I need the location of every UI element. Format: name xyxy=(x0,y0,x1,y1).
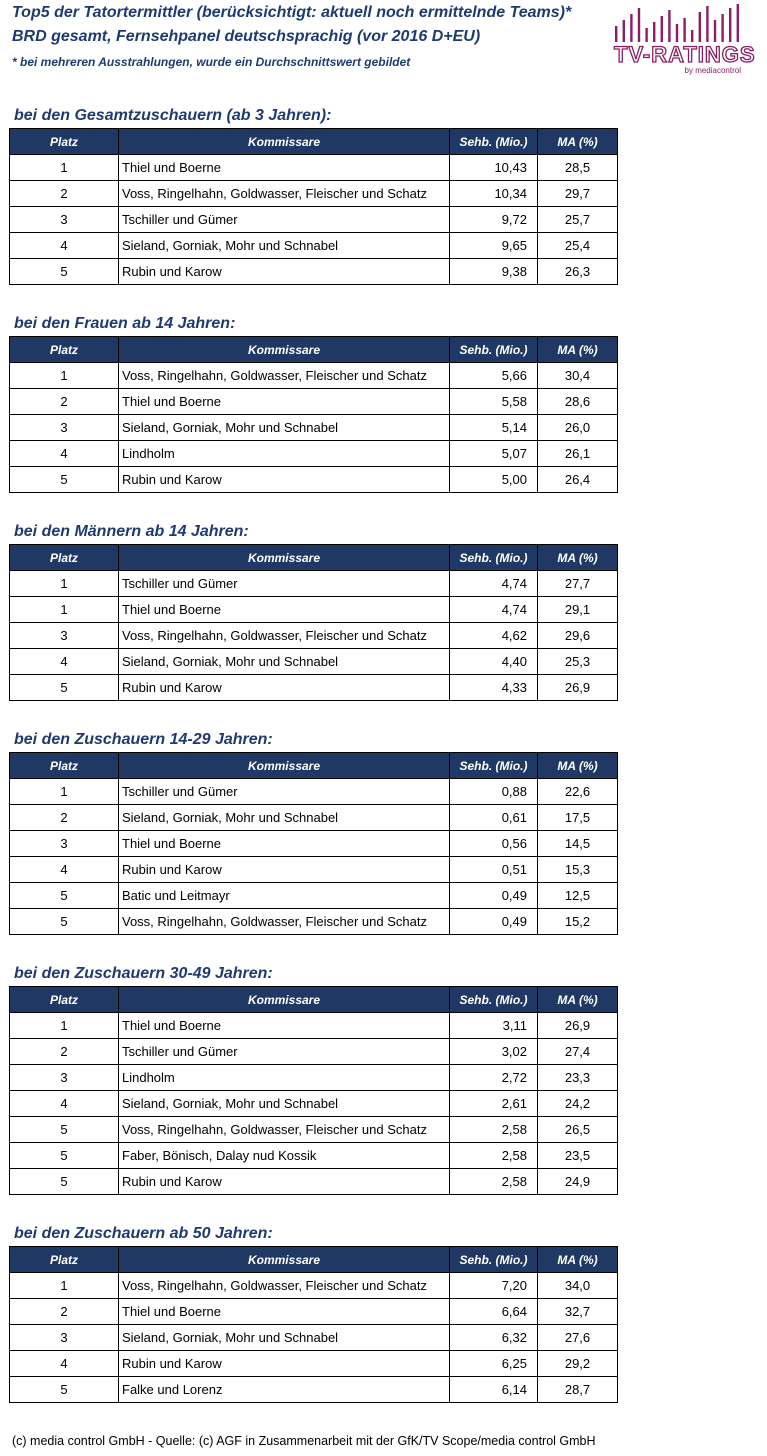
cell-platz: 4 xyxy=(10,857,119,883)
section-title: bei den Zuschauern 14-29 Jahren: xyxy=(14,731,273,748)
table-row xyxy=(10,1039,618,1065)
cell-kommissare: Thiel und Boerne xyxy=(119,597,450,623)
cell-platz: 5 xyxy=(10,883,119,909)
table-row xyxy=(10,389,618,415)
table-row xyxy=(10,597,618,623)
cell-sehb: 4,40 xyxy=(450,649,538,675)
table-row xyxy=(10,1325,618,1351)
table-row xyxy=(10,155,618,181)
logo-bar xyxy=(691,30,693,42)
cell-kommissare: Sieland, Gorniak, Mohr und Schnabel xyxy=(119,649,450,675)
cell-platz: 5 xyxy=(10,1377,119,1403)
table-header-row xyxy=(10,337,618,363)
table-row xyxy=(10,467,618,493)
cell-sehb: 0,61 xyxy=(450,805,538,831)
cell-sehb: 2,72 xyxy=(450,1065,538,1091)
cell-platz: 5 xyxy=(10,1143,119,1169)
table-header-row xyxy=(10,545,618,571)
cell-platz: 3 xyxy=(10,1325,119,1351)
cell-kommissare: Sieland, Gorniak, Mohr und Schnabel xyxy=(119,1091,450,1117)
page-subtitle: BRD gesamt, Fernsehpanel deutschsprachig (vor 2016 D+EU) xyxy=(12,28,481,45)
cell-ma: 26,1 xyxy=(538,441,618,467)
cell-platz: 2 xyxy=(10,1039,119,1065)
cell-kommissare: Rubin und Karow xyxy=(119,467,450,493)
cell-sehb: 2,61 xyxy=(450,1091,538,1117)
column-header-kommissare: Kommissare xyxy=(119,1247,450,1273)
logo-bar xyxy=(623,20,625,42)
column-header-kommissare: Kommissare xyxy=(119,337,450,363)
cell-sehb: 7,20 xyxy=(450,1273,538,1299)
cell-platz: 1 xyxy=(10,597,119,623)
cell-kommissare: Thiel und Boerne xyxy=(119,831,450,857)
page-note: * bei mehreren Ausstrahlungen, wurde ein Durchschnittswert gebildet xyxy=(12,55,411,69)
cell-sehb: 4,74 xyxy=(450,597,538,623)
table-row xyxy=(10,675,618,701)
cell-kommissare: Faber, Bönisch, Dalay nud Kossik xyxy=(119,1143,450,1169)
cell-ma: 26,5 xyxy=(538,1117,618,1143)
cell-ma: 14,5 xyxy=(538,831,618,857)
cell-kommissare: Thiel und Boerne xyxy=(119,155,450,181)
section-title: bei den Gesamtzuschauern (ab 3 Jahren): xyxy=(14,107,332,124)
column-header-platz: Platz xyxy=(10,545,119,571)
cell-ma: 34,0 xyxy=(538,1273,618,1299)
logo-bar xyxy=(615,26,617,42)
cell-sehb: 6,25 xyxy=(450,1351,538,1377)
column-header-ma: MA (%) xyxy=(538,753,618,779)
table-row xyxy=(10,883,618,909)
table-row xyxy=(10,1143,618,1169)
cell-sehb: 3,02 xyxy=(450,1039,538,1065)
cell-ma: 28,6 xyxy=(538,389,618,415)
cell-ma: 29,1 xyxy=(538,597,618,623)
cell-platz: 3 xyxy=(10,623,119,649)
cell-kommissare: Sieland, Gorniak, Mohr und Schnabel xyxy=(119,233,450,259)
cell-sehb: 6,32 xyxy=(450,1325,538,1351)
cell-sehb: 10,43 xyxy=(450,155,538,181)
cell-kommissare: Lindholm xyxy=(119,441,450,467)
cell-kommissare: Rubin und Karow xyxy=(119,259,450,285)
cell-platz: 3 xyxy=(10,415,119,441)
table-header-row xyxy=(10,1247,618,1273)
table-row xyxy=(10,415,618,441)
table-row xyxy=(10,831,618,857)
cell-ma: 23,3 xyxy=(538,1065,618,1091)
table-row xyxy=(10,1169,618,1195)
cell-sehb: 0,49 xyxy=(450,909,538,935)
cell-ma: 25,4 xyxy=(538,233,618,259)
column-header-kommissare: Kommissare xyxy=(119,753,450,779)
cell-kommissare: Voss, Ringelhahn, Goldwasser, Fleischer und Schatz xyxy=(119,1273,450,1299)
cell-ma: 29,2 xyxy=(538,1351,618,1377)
ranking-table xyxy=(9,752,618,935)
cell-sehb: 3,11 xyxy=(450,1013,538,1039)
cell-sehb: 2,58 xyxy=(450,1143,538,1169)
column-header-sehb: Sehb. (Mio.) xyxy=(450,129,538,155)
column-header-kommissare: Kommissare xyxy=(119,545,450,571)
footer-source: (c) media control GmbH - Quelle: (c) AGF in Zusammenarbeit mit der GfK/TV Scope/media control GmbH xyxy=(12,1434,596,1448)
cell-sehb: 0,51 xyxy=(450,857,538,883)
cell-platz: 2 xyxy=(10,1299,119,1325)
cell-ma: 17,5 xyxy=(538,805,618,831)
logo-bar xyxy=(653,22,655,42)
cell-kommissare: Rubin und Karow xyxy=(119,857,450,883)
cell-ma: 12,5 xyxy=(538,883,618,909)
table-row xyxy=(10,363,618,389)
table-row xyxy=(10,1377,618,1403)
page-title: Top5 der Tatortermittler (berücksichtigt: aktuell noch ermittelnde Teams)* xyxy=(12,4,572,21)
table-row xyxy=(10,1299,618,1325)
table-header-row xyxy=(10,753,618,779)
cell-ma: 24,2 xyxy=(538,1091,618,1117)
cell-kommissare: Voss, Ringelhahn, Goldwasser, Fleischer und Schatz xyxy=(119,623,450,649)
column-header-sehb: Sehb. (Mio.) xyxy=(450,987,538,1013)
cell-platz: 5 xyxy=(10,1117,119,1143)
table-row xyxy=(10,571,618,597)
cell-platz: 4 xyxy=(10,1091,119,1117)
ranking-table xyxy=(9,336,618,493)
cell-ma: 22,6 xyxy=(538,779,618,805)
logo-wordmark: TV-RATINGS xyxy=(614,42,756,67)
cell-ma: 27,4 xyxy=(538,1039,618,1065)
cell-platz: 1 xyxy=(10,571,119,597)
cell-ma: 32,7 xyxy=(538,1299,618,1325)
table-row xyxy=(10,649,618,675)
cell-ma: 29,6 xyxy=(538,623,618,649)
cell-kommissare: Batic und Leitmayr xyxy=(119,883,450,909)
column-header-platz: Platz xyxy=(10,987,119,1013)
cell-ma: 27,6 xyxy=(538,1325,618,1351)
cell-kommissare: Rubin und Karow xyxy=(119,675,450,701)
table-row xyxy=(10,1117,618,1143)
table-row xyxy=(10,181,618,207)
logo-bar xyxy=(661,16,663,42)
cell-platz: 1 xyxy=(10,1273,119,1299)
cell-kommissare: Voss, Ringelhahn, Goldwasser, Fleischer und Schatz xyxy=(119,181,450,207)
cell-sehb: 2,58 xyxy=(450,1117,538,1143)
cell-platz: 1 xyxy=(10,363,119,389)
cell-ma: 28,5 xyxy=(538,155,618,181)
column-header-ma: MA (%) xyxy=(538,337,618,363)
cell-ma: 26,0 xyxy=(538,415,618,441)
cell-sehb: 0,88 xyxy=(450,779,538,805)
cell-kommissare: Tschiller und Gümer xyxy=(119,571,450,597)
cell-ma: 25,3 xyxy=(538,649,618,675)
cell-platz: 4 xyxy=(10,441,119,467)
table-row xyxy=(10,779,618,805)
column-header-ma: MA (%) xyxy=(538,545,618,571)
column-header-platz: Platz xyxy=(10,129,119,155)
section-title: bei den Zuschauern ab 50 Jahren: xyxy=(14,1225,273,1242)
logo-bar xyxy=(630,14,632,42)
cell-platz: 3 xyxy=(10,207,119,233)
logo-bar xyxy=(721,14,723,42)
logo-bar xyxy=(706,6,708,42)
logo-bars-icon xyxy=(611,4,743,44)
cell-kommissare: Thiel und Boerne xyxy=(119,389,450,415)
column-header-ma: MA (%) xyxy=(538,987,618,1013)
cell-sehb: 0,49 xyxy=(450,883,538,909)
cell-sehb: 6,14 xyxy=(450,1377,538,1403)
logo-bar xyxy=(737,4,739,42)
cell-sehb: 9,72 xyxy=(450,207,538,233)
ranking-table xyxy=(9,986,618,1195)
table-row xyxy=(10,857,618,883)
logo-bar xyxy=(714,20,716,42)
logo-bar xyxy=(699,12,701,42)
cell-sehb: 4,62 xyxy=(450,623,538,649)
cell-platz: 5 xyxy=(10,675,119,701)
cell-sehb: 5,00 xyxy=(450,467,538,493)
cell-kommissare: Tschiller und Gümer xyxy=(119,1039,450,1065)
cell-kommissare: Rubin und Karow xyxy=(119,1169,450,1195)
column-header-platz: Platz xyxy=(10,1247,119,1273)
table-row xyxy=(10,259,618,285)
column-header-kommissare: Kommissare xyxy=(119,987,450,1013)
table-row xyxy=(10,1273,618,1299)
cell-platz: 2 xyxy=(10,389,119,415)
cell-kommissare: Voss, Ringelhahn, Goldwasser, Fleischer und Schatz xyxy=(119,909,450,935)
logo-bar xyxy=(668,10,670,42)
column-header-kommissare: Kommissare xyxy=(119,129,450,155)
cell-ma: 24,9 xyxy=(538,1169,618,1195)
cell-kommissare: Voss, Ringelhahn, Goldwasser, Fleischer und Schatz xyxy=(119,363,450,389)
cell-platz: 4 xyxy=(10,649,119,675)
logo-bar xyxy=(645,28,647,42)
cell-kommissare: Voss, Ringelhahn, Goldwasser, Fleischer und Schatz xyxy=(119,1117,450,1143)
cell-ma: 26,9 xyxy=(538,675,618,701)
cell-platz: 5 xyxy=(10,259,119,285)
cell-sehb: 5,66 xyxy=(450,363,538,389)
cell-kommissare: Thiel und Boerne xyxy=(119,1013,450,1039)
column-header-ma: MA (%) xyxy=(538,1247,618,1273)
column-header-sehb: Sehb. (Mio.) xyxy=(450,545,538,571)
table-row xyxy=(10,909,618,935)
column-header-sehb: Sehb. (Mio.) xyxy=(450,1247,538,1273)
cell-sehb: 5,07 xyxy=(450,441,538,467)
cell-sehb: 6,64 xyxy=(450,1299,538,1325)
logo-bar xyxy=(729,8,731,42)
cell-kommissare: Sieland, Gorniak, Mohr und Schnabel xyxy=(119,805,450,831)
table-row xyxy=(10,805,618,831)
ranking-table xyxy=(9,1246,618,1403)
cell-sehb: 9,38 xyxy=(450,259,538,285)
cell-ma: 26,3 xyxy=(538,259,618,285)
logo-byline: by mediacontrol xyxy=(684,66,741,75)
cell-kommissare: Falke und Lorenz xyxy=(119,1377,450,1403)
cell-platz: 3 xyxy=(10,831,119,857)
tv-ratings-logo xyxy=(611,4,756,76)
cell-ma: 27,7 xyxy=(538,571,618,597)
cell-platz: 1 xyxy=(10,155,119,181)
cell-platz: 5 xyxy=(10,1169,119,1195)
table-row xyxy=(10,1013,618,1039)
column-header-platz: Platz xyxy=(10,753,119,779)
cell-platz: 5 xyxy=(10,909,119,935)
cell-ma: 26,4 xyxy=(538,467,618,493)
cell-ma: 15,2 xyxy=(538,909,618,935)
cell-ma: 25,7 xyxy=(538,207,618,233)
table-row xyxy=(10,1351,618,1377)
table-header-row xyxy=(10,987,618,1013)
cell-platz: 4 xyxy=(10,233,119,259)
cell-ma: 26,9 xyxy=(538,1013,618,1039)
table-row xyxy=(10,623,618,649)
table-row xyxy=(10,1091,618,1117)
cell-sehb: 5,14 xyxy=(450,415,538,441)
cell-sehb: 10,34 xyxy=(450,181,538,207)
cell-sehb: 4,33 xyxy=(450,675,538,701)
cell-platz: 5 xyxy=(10,467,119,493)
cell-platz: 2 xyxy=(10,181,119,207)
table-row xyxy=(10,1065,618,1091)
section-title: bei den Frauen ab 14 Jahren: xyxy=(14,315,236,332)
cell-platz: 1 xyxy=(10,779,119,805)
cell-kommissare: Rubin und Karow xyxy=(119,1351,450,1377)
cell-platz: 1 xyxy=(10,1013,119,1039)
logo-bar xyxy=(676,24,678,42)
cell-platz: 2 xyxy=(10,805,119,831)
table-header-row xyxy=(10,129,618,155)
cell-kommissare: Sieland, Gorniak, Mohr und Schnabel xyxy=(119,415,450,441)
logo-bar xyxy=(683,18,685,42)
cell-sehb: 9,65 xyxy=(450,233,538,259)
cell-kommissare: Thiel und Boerne xyxy=(119,1299,450,1325)
ranking-table xyxy=(9,544,618,701)
cell-sehb: 0,56 xyxy=(450,831,538,857)
cell-kommissare: Sieland, Gorniak, Mohr und Schnabel xyxy=(119,1325,450,1351)
cell-ma: 29,7 xyxy=(538,181,618,207)
cell-platz: 3 xyxy=(10,1065,119,1091)
table-row xyxy=(10,233,618,259)
section-title: bei den Zuschauern 30-49 Jahren: xyxy=(14,965,273,982)
column-header-platz: Platz xyxy=(10,337,119,363)
cell-kommissare: Tschiller und Gümer xyxy=(119,207,450,233)
column-header-sehb: Sehb. (Mio.) xyxy=(450,753,538,779)
cell-sehb: 2,58 xyxy=(450,1169,538,1195)
cell-ma: 15,3 xyxy=(538,857,618,883)
section-title: bei den Männern ab 14 Jahren: xyxy=(14,523,249,540)
cell-sehb: 5,58 xyxy=(450,389,538,415)
cell-platz: 4 xyxy=(10,1351,119,1377)
cell-ma: 30,4 xyxy=(538,363,618,389)
ranking-table xyxy=(9,128,618,285)
cell-ma: 23,5 xyxy=(538,1143,618,1169)
column-header-ma: MA (%) xyxy=(538,129,618,155)
cell-kommissare: Tschiller und Gümer xyxy=(119,779,450,805)
column-header-sehb: Sehb. (Mio.) xyxy=(450,337,538,363)
cell-ma: 28,7 xyxy=(538,1377,618,1403)
table-row xyxy=(10,441,618,467)
cell-sehb: 4,74 xyxy=(450,571,538,597)
logo-bar xyxy=(638,8,640,42)
cell-kommissare: Lindholm xyxy=(119,1065,450,1091)
table-row xyxy=(10,207,618,233)
